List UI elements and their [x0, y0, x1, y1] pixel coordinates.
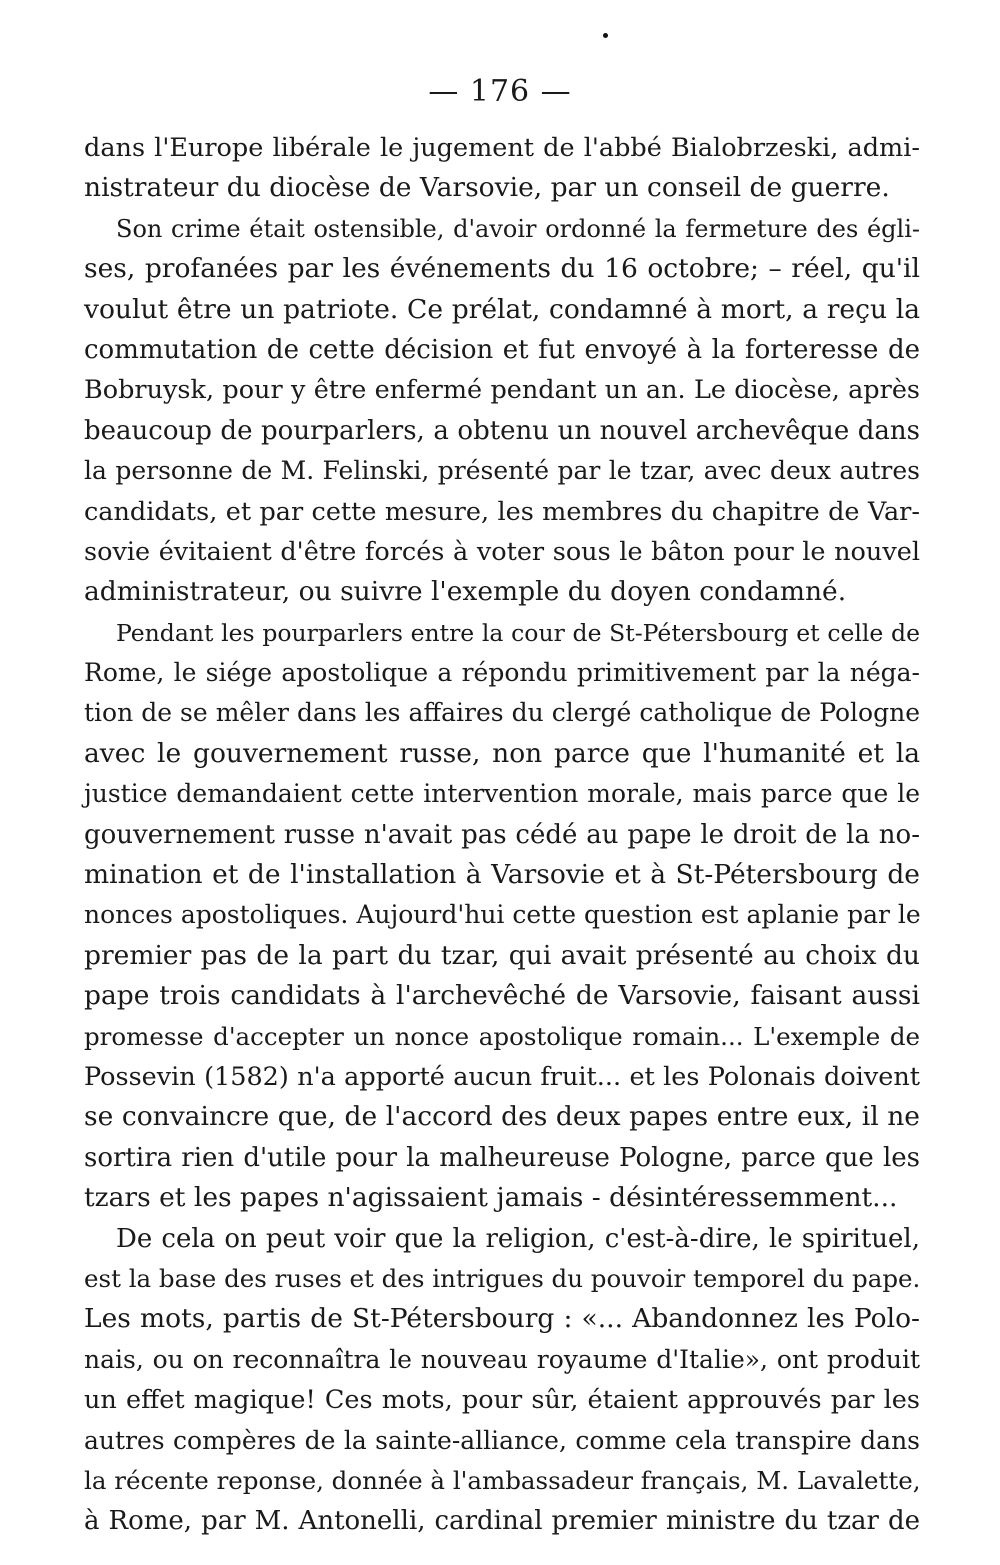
- text-line: justice demandaient cette intervention morale, mais parce que le: [84, 779, 920, 809]
- text-line: candidats, et par cette mesure, les membres du chapitre de Var-: [84, 496, 920, 527]
- text-line: pape trois candidats à l'archevêché de Varsovie, faisant aussi: [84, 980, 920, 1012]
- body-text: [84, 128, 920, 1542]
- text-line: autres compères de la sainte-alliance, comme cela transpire dans: [84, 1425, 920, 1455]
- text-line: voulut être un patriote. Ce prélat, condamné à mort, a reçu la: [84, 293, 920, 325]
- page-number: — 176 —: [428, 74, 572, 109]
- text-line: mination et de l'installation à Varsovie et à St-Pétersbourg de: [84, 859, 920, 891]
- text-line: nistrateur du diocèse de Varsovie, par un conseil de guerre.: [84, 172, 890, 204]
- text-line: tion de se mêler dans les affaires du clergé catholique de Pologne: [84, 698, 920, 728]
- print-speck: [603, 33, 608, 38]
- text-line: sortira rien d'utile pour la malheureuse Pologne, parce que les: [84, 1142, 920, 1173]
- text-line: promesse d'accepter un nonce apostolique romain... L'exemple de: [84, 1021, 920, 1051]
- text-line: un effet magique! Ces mots, pour sûr, étaient approuvés par les: [84, 1385, 920, 1416]
- text-line: commutation de cette décision et fut envoyé à la forteresse de: [84, 334, 920, 365]
- text-line: dans l'Europe libérale le jugement de l'abbé Bialobrzeski, admi-: [84, 133, 920, 163]
- text-line: beaucoup de pourparlers, a obtenu un nouvel archevêque dans: [84, 415, 920, 446]
- text-line: ses, profanées par les événements du 16 octobre; – réel, qu'il: [84, 253, 920, 285]
- text-line: Pendant les pourparlers entre la cour de St-Pétersbourg et celle de: [116, 618, 920, 647]
- text-line: avec le gouvernement russe, non parce que l'humanité et la: [84, 737, 920, 769]
- text-line: Possevin (1582) n'a apporté aucun fruit... et les Polonais doivent: [84, 1061, 920, 1092]
- paragraph: [84, 128, 920, 209]
- text-line: tzars et les papes n'agissaient jamais - désintéressemment...: [84, 1182, 898, 1214]
- text-line: la personne de M. Felinski, présenté par le tzar, avec deux autres: [84, 456, 920, 486]
- text-line: gouvernement russe n'avait pas cédé au pape le droit de la no-: [84, 819, 920, 850]
- paragraph: [84, 209, 920, 613]
- text-line: administrateur, ou suivre l'exemple du doyen condamné.: [84, 576, 847, 608]
- text-line: premier pas de la part du tzar, qui avait présenté au choix du: [84, 939, 920, 971]
- text-line: De cela on peut voir que la religion, c'est-à-dire, le spirituel,: [116, 1223, 920, 1254]
- text-line: la récente reponse, donnée à l'ambassadeur français, M. Lavalette,: [84, 1465, 921, 1495]
- text-line: nonces apostoliques. Aujourd'hui cette question est aplanie par le: [84, 900, 921, 930]
- text-line: se convaincre que, de l'accord des deux papes entre eux, il ne: [84, 1101, 920, 1133]
- text-line: est la base des ruses et des intrigues du pouvoir temporel du pape.: [84, 1263, 921, 1293]
- text-line: Les mots, partis de St-Pétersbourg : «... Abandonnez les Polo-: [84, 1303, 920, 1335]
- text-line: Son crime était ostensible, d'avoir ordonné la fermeture des égli-: [116, 214, 920, 243]
- text-line: nais, ou on reconnaîtra le nouveau royaume d'Italie», ont produit: [84, 1344, 920, 1374]
- paragraph: [84, 613, 920, 1219]
- text-line: Bobruysk, pour y être enfermé pendant un an. Le diocèse, après: [84, 375, 920, 406]
- text-line: Rome, le siége apostolique a répondu primitivement par la néga-: [84, 658, 920, 688]
- text-line: sovie évitaient d'être forcés à voter sous le bâton pour le nouvel: [84, 536, 920, 567]
- paragraph: [84, 1219, 920, 1542]
- text-line: à Rome, par M. Antonelli, cardinal premier ministre du tzar de: [84, 1506, 920, 1537]
